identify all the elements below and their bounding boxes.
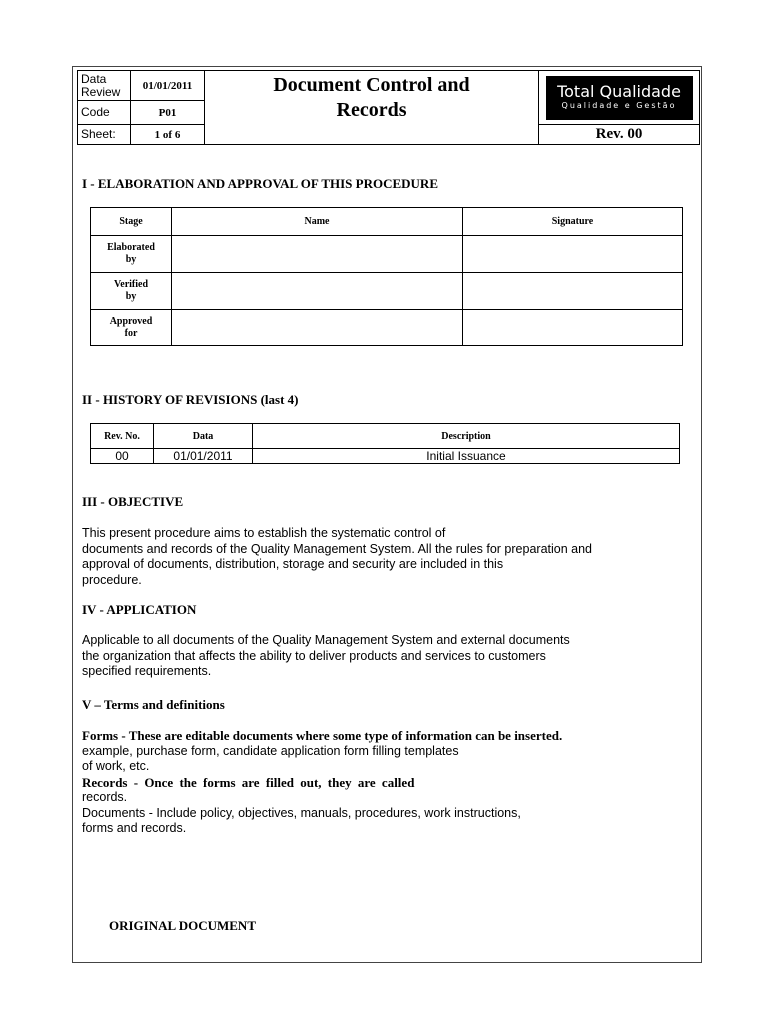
records-definition-bold: Records - Once the forms are filled out, they are called <box>82 774 415 790</box>
revisions-col-rev: Rev. No. <box>91 424 154 449</box>
revision-description-cell: Initial Issuance <box>253 449 680 464</box>
name-cell <box>172 273 463 310</box>
name-cell <box>172 236 463 273</box>
signature-cell <box>463 273 683 310</box>
approval-col-stage: Stage <box>91 208 172 236</box>
stage-verified: Verified by <box>91 273 172 310</box>
revisions-col-date: Data <box>154 424 253 449</box>
objective-text: This present procedure aims to establish the systematic control of documents and records of the Quality Management System. All the rules for preparation and approval of documents, distribution, storage and security are included in this procedure. <box>82 526 592 587</box>
table-row <box>91 236 683 273</box>
document-title-text: Document Control and Records <box>273 74 470 121</box>
section-5-heading: V – Terms and definitions <box>82 697 225 712</box>
sheet-value: 1 of 6 <box>131 125 205 145</box>
revision-number: Rev. 00 <box>539 125 700 145</box>
sheet-label: Sheet: <box>78 125 131 145</box>
section-1-heading: I - ELABORATION AND APPROVAL OF THIS PROCEDURE <box>82 176 438 191</box>
stage-approved: Approved for <box>91 310 172 346</box>
application-text: Applicable to all documents of the Quality Management System and external documents the organization that affects the ability to deliver products and services to customers specified requirements. <box>82 633 570 678</box>
table-row <box>91 449 680 464</box>
name-cell <box>172 310 463 346</box>
logo-cell <box>539 71 700 125</box>
total-qualidade-logo <box>546 76 693 120</box>
terms-definitions <box>82 728 670 837</box>
records-definition-text: records. <box>82 790 128 804</box>
signature-cell <box>463 236 683 273</box>
revision-date-cell: 01/01/2011 <box>154 449 253 464</box>
revisions-table <box>90 423 680 464</box>
code-label: Code <box>78 101 131 125</box>
table-row <box>91 273 683 310</box>
forms-definition-bold: Forms - These are editable documents where some type of information can be inserted. <box>82 728 563 743</box>
forms-definition-text: example, purchase form, candidate application form filling templates of work, etc. <box>82 743 459 773</box>
revisions-col-description: Description <box>253 424 680 449</box>
signature-cell <box>463 310 683 346</box>
approval-table <box>90 207 683 346</box>
section-4-heading: IV - APPLICATION <box>82 602 197 617</box>
document-page <box>72 66 702 963</box>
document-header <box>77 70 700 145</box>
logo-main-text: Total Qualidade <box>557 81 681 101</box>
section-2-heading: II - HISTORY OF REVISIONS (last 4) <box>82 392 299 407</box>
section-3-heading: III - OBJECTIVE <box>82 494 184 509</box>
date-review-label: Data Review <box>78 71 131 101</box>
original-document-label: ORIGINAL DOCUMENT <box>109 918 256 933</box>
document-title <box>205 71 539 145</box>
logo-sub-text: Qualidade e Gestão <box>561 100 677 110</box>
code-value: P01 <box>131 101 205 125</box>
approval-col-name: Name <box>172 208 463 236</box>
date-review-value: 01/01/2011 <box>131 71 205 101</box>
approval-col-signature: Signature <box>463 208 683 236</box>
stage-elaborated: Elaborated by <box>91 236 172 273</box>
table-row <box>91 310 683 346</box>
documents-definition-text: Documents - Include policy, objectives, manuals, procedures, work instructions, forms and records. <box>82 805 521 835</box>
revision-number-cell: 00 <box>91 449 154 464</box>
